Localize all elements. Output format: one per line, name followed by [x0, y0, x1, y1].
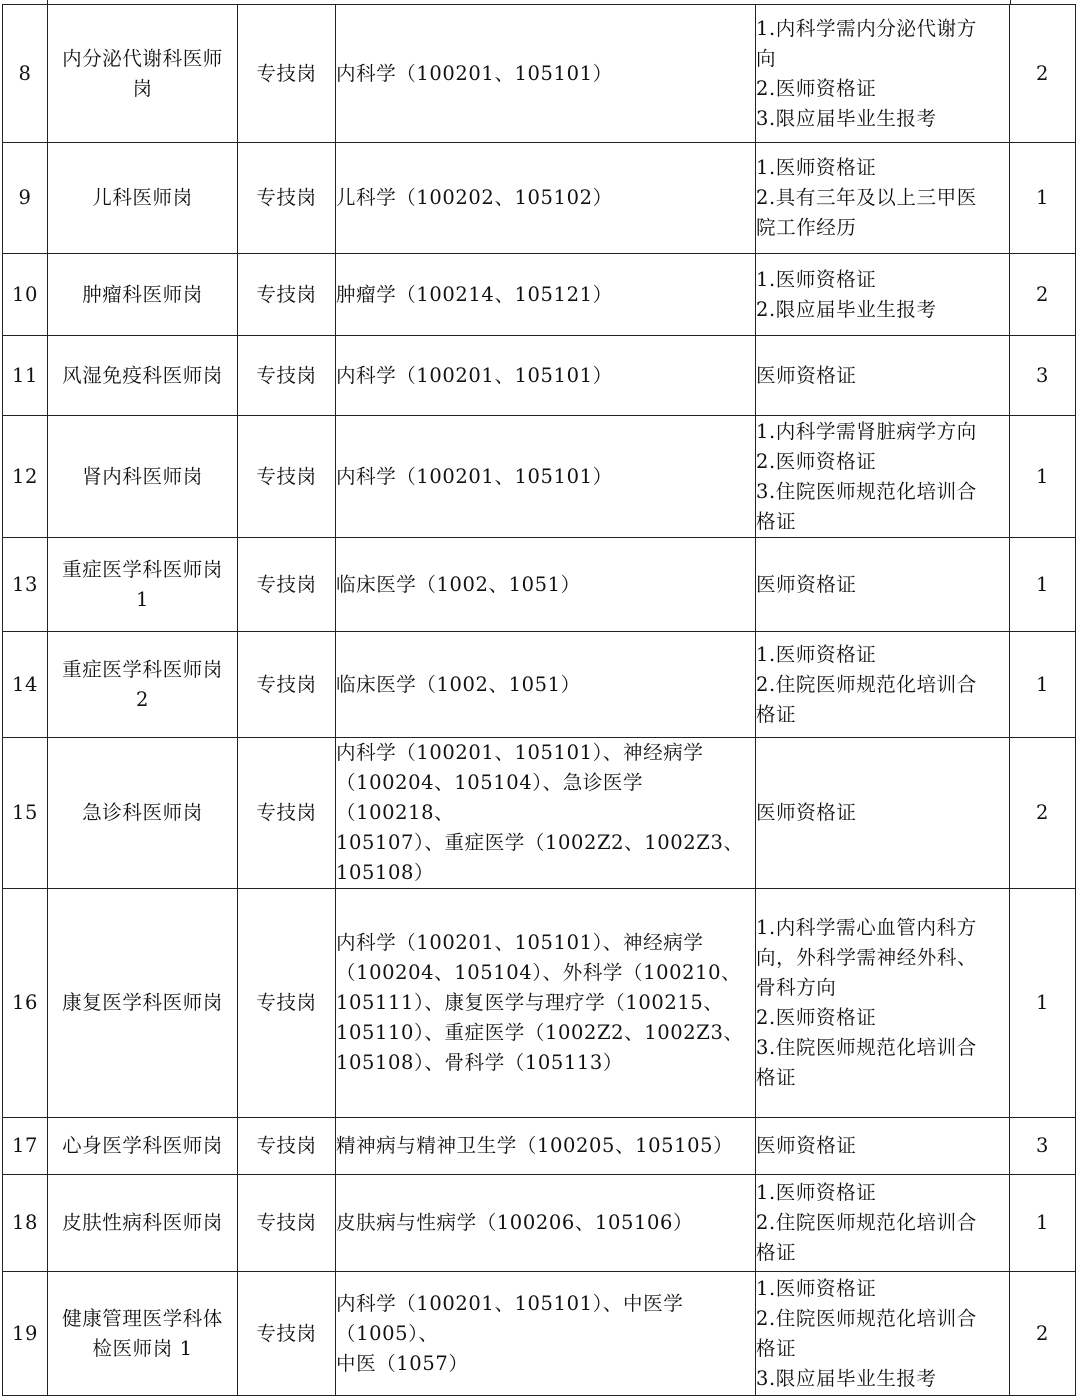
post-type-cell: 专技岗 [238, 336, 336, 416]
post-name-cell [48, 632, 238, 738]
post-type-cell: 专技岗 [238, 738, 336, 889]
post-type-cell: 专技岗 [238, 254, 336, 336]
table-row [3, 1272, 1076, 1396]
requirements-cell-line: 2.医师资格证 [756, 76, 877, 100]
requirements-cell-line: 格证 [756, 1066, 797, 1089]
major-cell-line: 105108） [336, 861, 435, 884]
post-name-cell-line: 心身医学科医师岗 [62, 1134, 223, 1157]
major-cell-line: 临床医学（1002、1051） [336, 672, 581, 696]
major-cell-line: 皮肤病与性病学（100206、105106） [336, 1211, 694, 1234]
requirements-cell-line: 1.医师资格证 [756, 1276, 877, 1300]
table-row [3, 5, 1076, 143]
requirements-cell-line: 医师资格证 [756, 801, 857, 824]
table-row [3, 254, 1076, 336]
requirements-cell [756, 416, 1010, 538]
requirements-cell [756, 5, 1010, 143]
requirements-cell [756, 1272, 1010, 1396]
major-cell-line: 内科学（100201、105101）、神经病学 [336, 741, 704, 764]
post-name-cell [48, 1272, 238, 1396]
major-cell-line: 105111）、康复医学与理疗学（100215、 [336, 991, 724, 1014]
major-cell-line: 内科学（100201、105101）、中医学（1005）、 [336, 1291, 684, 1345]
requirements-cell [756, 336, 1010, 416]
major-cell [336, 738, 756, 889]
row-number-cell: 16 [3, 889, 48, 1118]
major-cell-line: 中医（1057） [336, 1351, 469, 1375]
headcount-cell: 2 [1010, 254, 1076, 336]
major-cell-line: 内科学（100201、105101） [336, 61, 613, 85]
post-name-cell [48, 1118, 238, 1175]
major-cell [336, 336, 756, 416]
post-name-cell [48, 889, 238, 1118]
post-name-cell-line: 岗 [132, 76, 153, 100]
post-name-cell-line: 急诊科医师岗 [82, 801, 203, 824]
major-cell [336, 1118, 756, 1175]
post-name-cell-line: 检医师岗 1 [92, 1336, 193, 1360]
major-cell-line: 105110）、重症医学（1002Z2、1002Z3、 [336, 1021, 744, 1044]
table-row [3, 1175, 1076, 1272]
row-number-cell: 19 [3, 1272, 48, 1396]
table-body [3, 5, 1076, 1396]
post-name-cell-line: 儿科医师岗 [92, 186, 193, 209]
major-cell-line: （100204、105104）、外科学（100210、 [336, 961, 742, 984]
requirements-cell-line: 3.限应届毕业生报考 [756, 106, 937, 130]
post-name-cell-line: 1 [135, 587, 149, 611]
post-name-cell-line: 肿瘤科医师岗 [82, 282, 203, 306]
row-number-cell: 14 [3, 632, 48, 738]
requirements-cell [756, 538, 1010, 632]
requirements-cell-line: 2.住院医师规范化培训合 [756, 1211, 977, 1234]
requirements-cell-line: 格证 [756, 1241, 797, 1264]
post-name-cell-line: 风湿免疫科医师岗 [62, 363, 223, 387]
requirements-cell-line: 2.具有三年及以上三甲医 [756, 186, 977, 209]
post-name-cell-line: 内分泌代谢科医师 [62, 46, 223, 70]
row-number-cell: 18 [3, 1175, 48, 1272]
requirements-cell-line: 3.限应届毕业生报考 [756, 1366, 937, 1390]
post-type-cell: 专技岗 [238, 1272, 336, 1396]
headcount-cell: 1 [1010, 632, 1076, 738]
row-number-cell: 10 [3, 254, 48, 336]
post-name-cell [48, 254, 238, 336]
requirements-cell [756, 889, 1010, 1118]
row-number-cell: 9 [3, 143, 48, 254]
table-row [3, 738, 1076, 889]
headcount-cell: 2 [1010, 1272, 1076, 1396]
table-row [3, 538, 1076, 632]
requirements-cell-line: 2.医师资格证 [756, 449, 877, 473]
major-cell [336, 143, 756, 254]
recruitment-table [2, 4, 1076, 1396]
table-row [3, 632, 1076, 738]
post-name-cell-line: 康复医学科医师岗 [62, 991, 223, 1014]
headcount-cell: 1 [1010, 416, 1076, 538]
major-cell [336, 538, 756, 632]
post-name-cell-line: 皮肤性病科医师岗 [62, 1211, 223, 1234]
requirements-cell-line: 向，外科学需神经外科、 [756, 946, 978, 969]
table-row [3, 416, 1076, 538]
post-name-cell [48, 416, 238, 538]
requirements-cell [756, 632, 1010, 738]
post-name-cell-line: 肾内科医师岗 [82, 464, 203, 488]
post-type-cell: 专技岗 [238, 1175, 336, 1272]
major-cell-line: （100204、105104）、急诊医学（100218、 [336, 771, 644, 824]
post-name-cell [48, 336, 238, 416]
requirements-cell-line: 1.医师资格证 [756, 642, 877, 666]
post-type-cell: 专技岗 [238, 5, 336, 143]
headcount-cell: 1 [1010, 538, 1076, 632]
table-row [3, 889, 1076, 1118]
requirements-cell [756, 738, 1010, 889]
requirements-cell-line: 1.内科学需内分泌代谢方 [756, 16, 977, 40]
major-cell-line: 105108）、骨科学（105113） [336, 1051, 624, 1074]
table-row [3, 1118, 1076, 1175]
requirements-cell-line: 3.住院医师规范化培训合 [756, 1036, 977, 1059]
major-cell [336, 632, 756, 738]
post-name-cell [48, 5, 238, 143]
major-cell-line: 105107）、重症医学（1002Z2、1002Z3、 [336, 831, 744, 854]
major-cell [336, 254, 756, 336]
post-type-cell: 专技岗 [238, 538, 336, 632]
major-cell-line: 精神病与精神卫生学（100205、105105） [336, 1134, 734, 1157]
requirements-cell-line: 1.内科学需肾脏病学方向 [756, 419, 977, 443]
requirements-cell-line: 1.内科学需心血管内科方 [756, 916, 977, 939]
requirements-cell [756, 1118, 1010, 1175]
post-type-cell: 专技岗 [238, 1118, 336, 1175]
post-name-cell-line: 重症医学科医师岗 [62, 557, 223, 581]
requirements-cell-line: 医师资格证 [756, 363, 857, 387]
requirements-cell-line: 2.住院医师规范化培训合 [756, 672, 977, 696]
headcount-cell: 3 [1010, 1118, 1076, 1175]
requirements-cell-line: 医师资格证 [756, 1134, 857, 1157]
requirements-cell-line: 3.住院医师规范化培训合 [756, 479, 977, 503]
requirements-cell [756, 254, 1010, 336]
row-number-cell: 15 [3, 738, 48, 889]
post-name-cell [48, 1175, 238, 1272]
requirements-cell-line: 格证 [756, 702, 797, 726]
major-cell-line: 儿科学（100202、105102） [336, 186, 613, 209]
headcount-cell: 1 [1010, 889, 1076, 1118]
major-cell [336, 1272, 756, 1396]
headcount-cell: 2 [1010, 738, 1076, 889]
major-cell [336, 889, 756, 1118]
requirements-cell [756, 143, 1010, 254]
post-name-cell-line: 2 [135, 687, 149, 711]
requirements-cell-line: 1.医师资格证 [756, 267, 877, 291]
major-cell-line: 内科学（100201、105101） [336, 363, 613, 387]
post-name-cell-line: 健康管理医学科体 [62, 1306, 223, 1330]
row-number-cell: 17 [3, 1118, 48, 1175]
major-cell [336, 5, 756, 143]
post-type-cell: 专技岗 [238, 416, 336, 538]
requirements-cell-line: 2.医师资格证 [756, 1006, 877, 1029]
post-type-cell: 专技岗 [238, 632, 336, 738]
headcount-cell: 2 [1010, 5, 1076, 143]
requirements-cell-line: 2.限应届毕业生报考 [756, 297, 937, 321]
major-cell-line: 内科学（100201、105101）、神经病学 [336, 931, 704, 954]
requirements-cell-line: 骨科方向 [756, 976, 837, 999]
row-number-cell: 8 [3, 5, 48, 143]
row-number-cell: 13 [3, 538, 48, 632]
requirements-cell-line: 向 [756, 46, 777, 70]
major-cell-line: 临床医学（1002、1051） [336, 572, 581, 596]
requirements-cell-line: 医师资格证 [756, 572, 857, 596]
major-cell [336, 416, 756, 538]
requirements-cell-line: 2.住院医师规范化培训合 [756, 1306, 977, 1330]
requirements-cell-line: 1.医师资格证 [756, 156, 877, 179]
requirements-cell-line: 格证 [756, 509, 797, 533]
row-number-cell: 11 [3, 336, 48, 416]
requirements-cell-line: 格证 [756, 1336, 797, 1360]
major-cell-line: 肿瘤学（100214、105121） [336, 282, 613, 306]
row-number-cell: 12 [3, 416, 48, 538]
requirements-cell [756, 1175, 1010, 1272]
requirements-cell-line: 1.医师资格证 [756, 1181, 877, 1204]
headcount-cell: 1 [1010, 143, 1076, 254]
post-name-cell-line: 重症医学科医师岗 [62, 657, 223, 681]
headcount-cell: 1 [1010, 1175, 1076, 1272]
post-type-cell: 专技岗 [238, 889, 336, 1118]
headcount-cell: 3 [1010, 336, 1076, 416]
table-row [3, 336, 1076, 416]
post-type-cell: 专技岗 [238, 143, 336, 254]
major-cell-line: 内科学（100201、105101） [336, 464, 613, 488]
post-name-cell [48, 538, 238, 632]
requirements-cell-line: 院工作经历 [756, 216, 857, 239]
post-name-cell [48, 738, 238, 889]
post-name-cell [48, 143, 238, 254]
major-cell [336, 1175, 756, 1272]
table-row [3, 143, 1076, 254]
